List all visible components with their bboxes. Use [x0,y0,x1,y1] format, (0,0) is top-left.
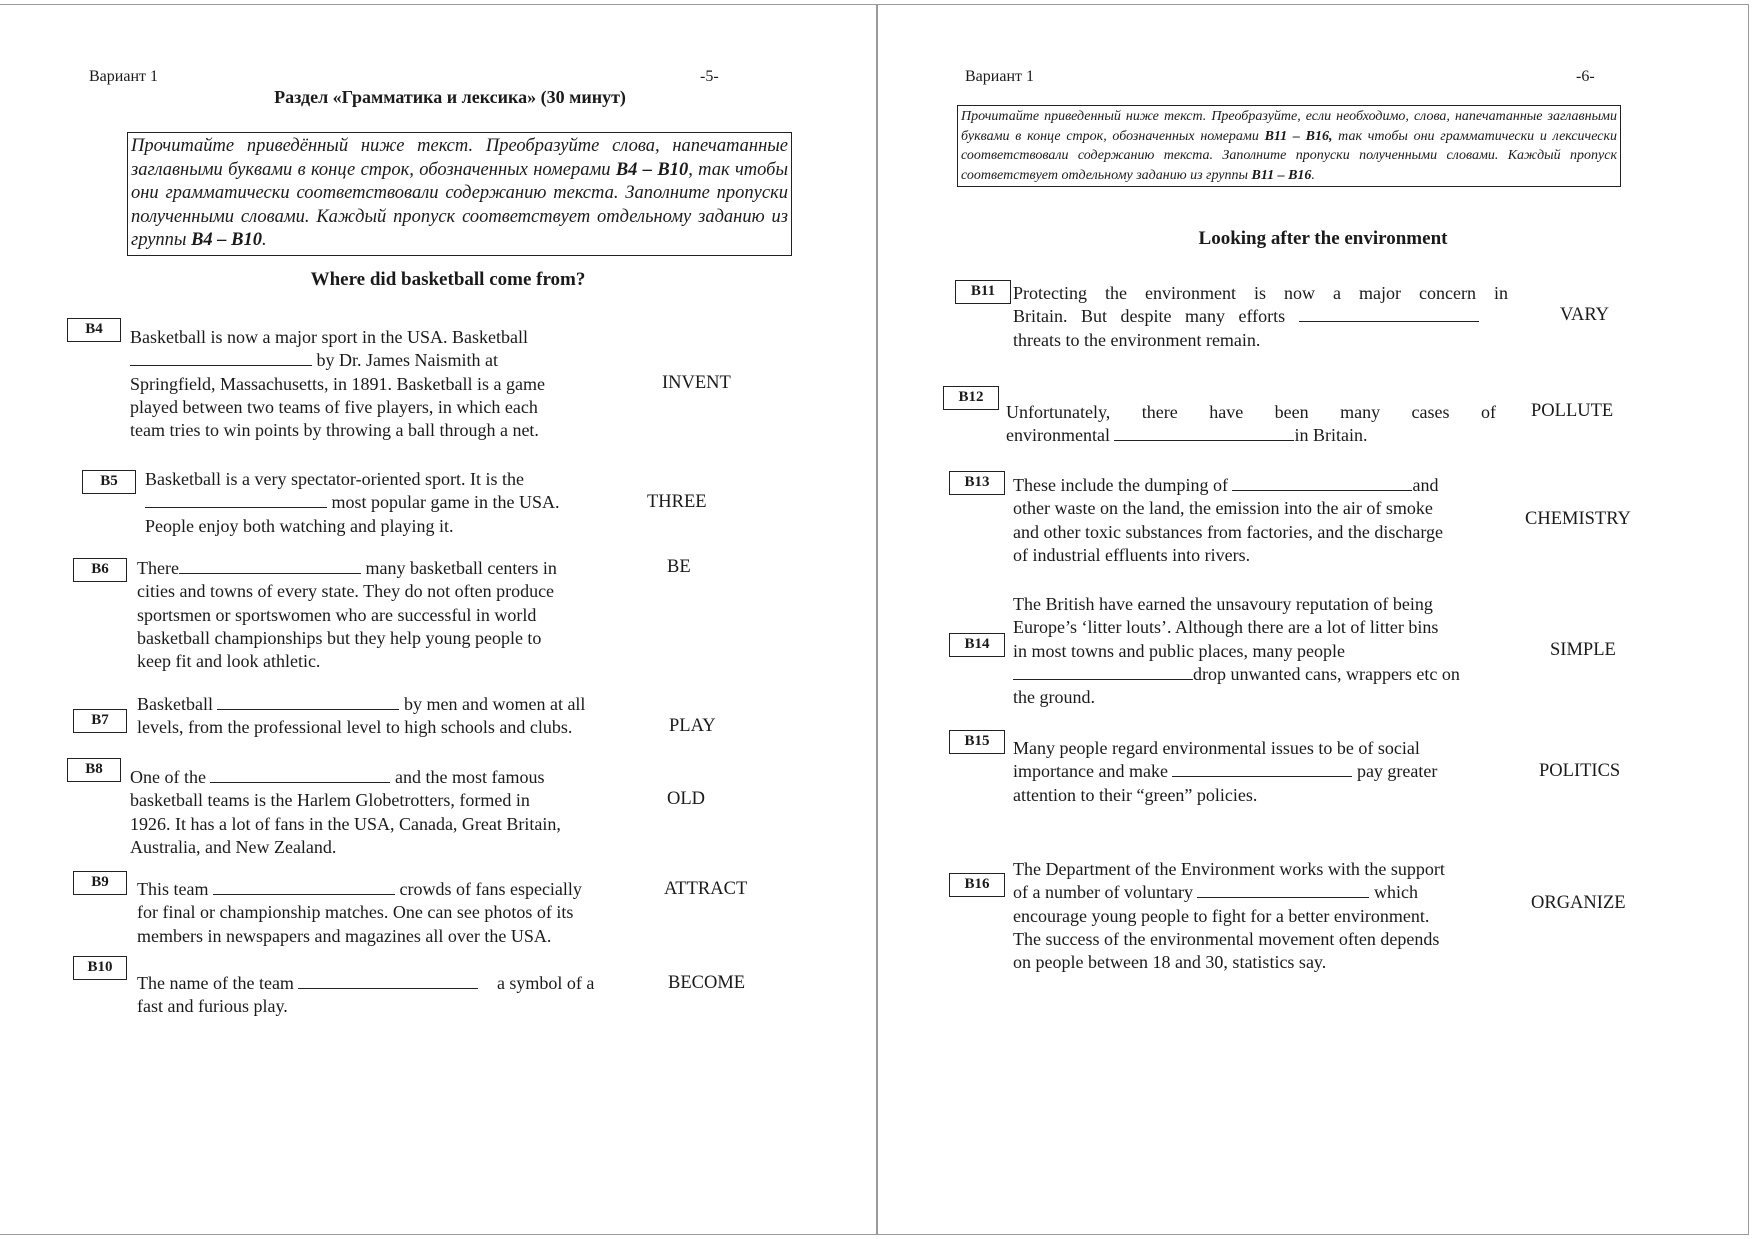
instruction-box [957,105,1621,187]
text-line: People enjoy both watching and playing it. [145,515,454,536]
task-text-b16 [1013,858,1445,974]
text-title: Where did basketball come from? [310,269,586,290]
task-text-b10 [137,972,594,1019]
task-text-b13 [1013,474,1443,567]
text-line: There [137,558,179,578]
text-line: a symbol of a [492,973,595,993]
keyword-b14: SIMPLE [1550,640,1616,660]
text-line: most popular game in the USA. [327,492,560,513]
text-line: sportsmen or sportswomen who are successful in world [137,604,537,625]
text-line: fast and furious play. [137,996,288,1017]
text-line: Springfield, Massachusetts, in 1891. Basketball is a game [130,373,545,394]
text-line: by Dr. James Naismith at [312,350,498,371]
text-line: One of the [130,767,211,787]
answer-blank[interactable] [1013,663,1193,680]
task-label-b13: B13 [949,471,1005,495]
text-line: drop unwanted cans, wrappers etc on [1193,663,1460,684]
instruction-text: . [262,230,267,250]
answer-blank[interactable] [145,491,327,508]
text-line: basketball championships but they help young people to [137,627,542,648]
text-line: Britain. But despite many efforts [1013,306,1286,327]
page-number: -5- [700,68,719,85]
text-line: and [1412,475,1439,495]
text-line: Basketball is now a major sport in the USA. Basketball [130,327,528,347]
task-label-b6: B6 [73,558,127,582]
text-line: The Department of the Environment works with the support [1013,859,1445,879]
text-line: of a number of voluntary [1013,882,1198,903]
text-line: The name of the team [137,973,299,993]
text-line: in most towns and public places, many people [1013,640,1345,661]
task-label-b7: B7 [73,709,127,733]
variant-label: Вариант 1 [89,68,158,85]
answer-blank[interactable] [1232,474,1412,491]
text-line: played between two teams of five players, in which each [130,396,538,417]
instruction-text: так чтобы они грамматически и лексически соответствовали содержанию текста. Заполните пропуски полученными словами. Каждый пропуск соответствует отдельному заданию из группы [961,128,1618,183]
text-line: The British have earned the unsavoury reputation of being [1013,594,1433,614]
keyword-b4: INVENT [662,373,731,393]
keyword-b15: POLITICS [1539,761,1621,781]
text-title: Looking after the environment [1198,228,1448,249]
task-label-b8: B8 [67,758,121,782]
text-line: The success of the environmental movement often depends [1013,928,1440,949]
instruction-box [127,132,792,256]
instruction-text: . [1311,167,1315,183]
task-text-b4 [130,326,545,442]
text-line: Basketball [137,694,218,714]
task-label-b12: B12 [943,386,999,410]
text-line: on people between 18 and 30, statistics say. [1013,952,1327,973]
answer-blank[interactable] [130,349,312,366]
answer-blank[interactable] [1114,424,1294,441]
text-line: for final or championship matches. One can see photos of its [137,902,574,923]
keyword-b7: PLAY [669,716,716,736]
page-number: -6- [1576,68,1595,85]
task-text-b7 [137,693,585,740]
instruction-range: B4 – B10 [191,230,263,250]
text-line: importance and make [1013,761,1173,782]
answer-blank[interactable] [213,878,395,895]
text-line: crowds of fans especially [394,879,582,899]
task-text-b6 [137,557,557,673]
text-line: attention to their “green” policies. [1013,784,1258,805]
task-text-b14 [1013,593,1460,709]
keyword-b9: ATTRACT [664,879,748,899]
task-text-b9 [137,878,582,948]
task-label-b4: B4 [67,318,121,342]
text-line: Basketball is a very spectator-oriented sport. It is the [145,469,525,489]
text-line: members in newspapers and magazines all over the USA. [137,925,552,946]
text-line: encourage young people to fight for a better environment. [1013,905,1430,926]
answer-blank[interactable] [1299,305,1479,322]
task-label-b5: B5 [82,470,136,494]
text-line: cities and towns of every state. They do not often produce [137,581,555,602]
task-label-b14: B14 [949,633,1005,657]
task-label-b9: B9 [73,871,127,895]
task-label-b15: B15 [949,730,1005,754]
task-text-b11 [1013,282,1508,352]
text-line: by men and women at all [399,694,586,714]
answer-blank[interactable] [210,766,390,783]
section-title: Раздел «Грамматика и лексика» (30 минут) [274,87,626,107]
instruction-range: B4 – B10 [615,159,689,180]
keyword-b16: ORGANIZE [1531,893,1626,913]
keyword-b12: POLLUTE [1531,401,1614,421]
text-line: 1926. It has a lot of fans in the USA, Canada, Great Britain, [130,813,561,834]
task-text-b12 [1006,401,1496,448]
text-line: in Britain. [1294,425,1368,446]
keyword-b5: THREE [647,492,707,512]
text-line: keep fit and look athletic. [137,651,321,672]
text-line: many basketball centers in [360,558,557,578]
variant-label: Вариант 1 [965,68,1034,85]
task-label-b16: B16 [949,873,1005,897]
instruction-text: Прочитайте приведенный ниже текст. Преобразуйте, если необходимо, слова, напечатанные заглавными буквами в конце строк, обозначенных номерами [961,109,1617,144]
instruction-range: B11 – B16, [1264,128,1333,144]
keyword-b8: OLD [667,789,706,809]
text-line: This team [137,879,213,899]
text-line: pay greater [1352,761,1438,782]
text-line: Europe’s ‘litter louts’. Although there are a lot of litter bins [1013,617,1439,638]
answer-blank[interactable] [298,972,478,989]
task-text-b5 [145,468,559,538]
text-line: which [1369,882,1418,903]
text-line: basketball teams is the Harlem Globetrotters, formed in [130,790,530,811]
text-line: team tries to win points by throwing a ball through a net. [130,420,539,441]
text-line: Unfortunately, there have been many cases of [1006,402,1496,422]
text-line: of industrial effluents into rivers. [1013,544,1251,565]
text-line: environmental [1006,425,1115,446]
task-text-b15 [1013,737,1437,807]
answer-blank[interactable] [217,693,399,710]
text-line: Australia, and New Zealand. [130,836,337,857]
task-text-b8 [130,766,561,859]
text-line: and the most famous [390,767,545,787]
text-line: levels, from the professional level to high schools and clubs. [137,717,573,738]
keyword-b13: CHEMISTRY [1525,509,1631,529]
text-line: the ground. [1013,687,1095,708]
keyword-b6: BE [667,557,691,577]
text-line: other waste on the land, the emission into the air of smoke [1013,498,1433,519]
text-line: threats to the environment remain. [1013,329,1261,350]
text-line: Many people regard environmental issues to be of social [1013,738,1420,758]
instruction-text: , так чтобы они грамматически соответствовали содержанию текста. Заполните пропуски полученными словами. Каждый пропуск соответствует отдельному заданию из группы [131,159,789,250]
keyword-b11: VARY [1560,305,1610,325]
task-label-b11: B11 [955,280,1011,304]
answer-blank[interactable] [1172,760,1352,777]
answer-blank[interactable] [179,557,361,574]
instruction-range: B11 – B16 [1251,167,1312,183]
task-label-b10: B10 [73,956,127,980]
instruction-text: Прочитайте приведённый ниже текст. Преобразуйте слова, напечатанные заглавными буквами в конце строк, обозначенных номерами [131,136,788,180]
text-line: and other toxic substances from factories, and the discharge [1013,521,1444,542]
text-line: Protecting the environment is now a major concern in [1013,283,1508,303]
keyword-b10: BECOME [668,973,746,993]
answer-blank[interactable] [1197,881,1369,898]
text-line: These include the dumping of [1013,475,1233,495]
